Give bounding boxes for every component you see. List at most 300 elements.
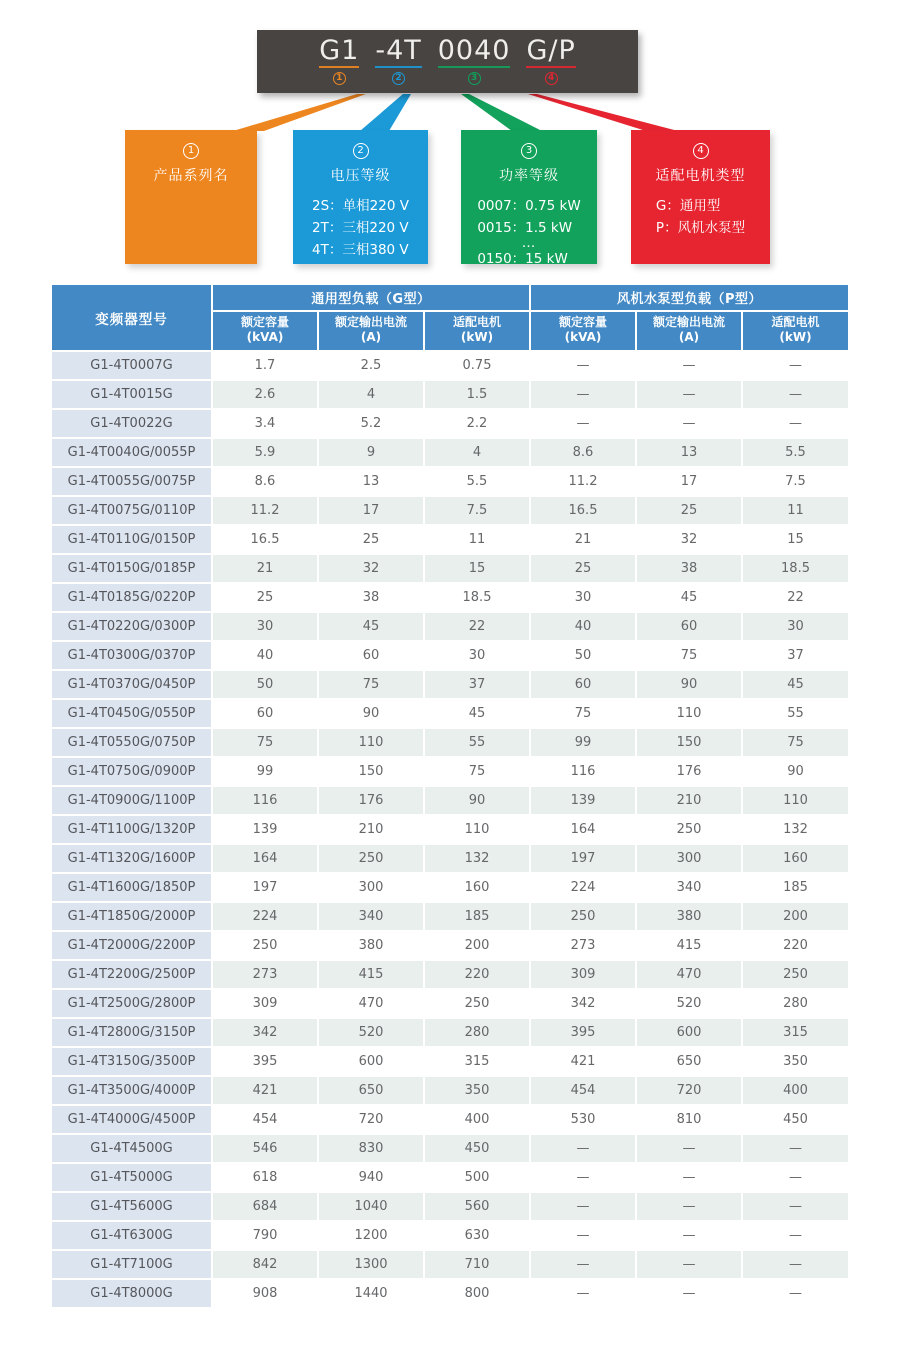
- value-cell: 1200: [318, 1221, 424, 1250]
- legend-line: …: [521, 235, 537, 251]
- model-cell: G1-4T3500G/4000P: [52, 1076, 212, 1105]
- table-row: [52, 728, 848, 757]
- value-cell: 250: [530, 902, 636, 931]
- value-cell: 40: [530, 612, 636, 641]
- value-cell: 720: [318, 1105, 424, 1134]
- legend-line: 2T：三相220 V: [312, 220, 409, 236]
- connector-power: [461, 94, 542, 131]
- value-cell: 200: [742, 902, 848, 931]
- value-cell: 197: [212, 873, 318, 902]
- model-cell: G1-4T0185G/0220P: [52, 583, 212, 612]
- value-cell: 340: [636, 873, 742, 902]
- value-cell: —: [742, 1134, 848, 1163]
- spec-table: [52, 285, 848, 1309]
- model-cell: G1-4T1320G/1600P: [52, 844, 212, 873]
- value-cell: 470: [318, 989, 424, 1018]
- model-code-text: 0040: [437, 35, 511, 66]
- model-cell: G1-4T5600G: [52, 1192, 212, 1221]
- legend-box: [293, 130, 428, 264]
- model-cell: G1-4T0900G/1100P: [52, 786, 212, 815]
- value-cell: 176: [636, 757, 742, 786]
- model-cell: G1-4T2800G/3150P: [52, 1018, 212, 1047]
- model-code-segment: [375, 35, 421, 85]
- value-cell: 309: [212, 989, 318, 1018]
- value-cell: 1.5: [424, 380, 530, 409]
- value-cell: 45: [424, 699, 530, 728]
- value-cell: 45: [318, 612, 424, 641]
- value-cell: 210: [636, 786, 742, 815]
- value-cell: 32: [636, 525, 742, 554]
- model-cell: G1-4T0450G/0550P: [52, 699, 212, 728]
- value-cell: 250: [318, 844, 424, 873]
- model-code-box: [257, 30, 638, 93]
- value-cell: 22: [742, 583, 848, 612]
- value-cell: 15: [742, 525, 848, 554]
- value-cell: 2.6: [212, 380, 318, 409]
- value-cell: 90: [742, 757, 848, 786]
- value-cell: 55: [742, 699, 848, 728]
- value-cell: 176: [318, 786, 424, 815]
- value-cell: 684: [212, 1192, 318, 1221]
- model-cell: G1-4T1100G/1320P: [52, 815, 212, 844]
- value-cell: 810: [636, 1105, 742, 1134]
- legend-line: 2S：单相220 V: [312, 198, 409, 214]
- value-cell: 37: [424, 670, 530, 699]
- model-cell: G1-4T2200G/2500P: [52, 960, 212, 989]
- value-cell: 150: [318, 757, 424, 786]
- value-cell: 618: [212, 1163, 318, 1192]
- circled-number-marker: 4: [545, 72, 558, 85]
- value-cell: 8.6: [212, 467, 318, 496]
- value-cell: 842: [212, 1250, 318, 1279]
- value-cell: —: [742, 351, 848, 380]
- value-cell: 110: [742, 786, 848, 815]
- value-cell: 164: [212, 844, 318, 873]
- value-cell: 110: [424, 815, 530, 844]
- model-cell: G1-4T1600G/1850P: [52, 873, 212, 902]
- value-cell: 17: [318, 496, 424, 525]
- legend-lines: [477, 195, 580, 270]
- value-cell: 160: [742, 844, 848, 873]
- spec-table-body: [52, 351, 848, 1308]
- value-cell: 160: [424, 873, 530, 902]
- value-cell: 650: [318, 1076, 424, 1105]
- value-cell: 450: [424, 1134, 530, 1163]
- model-cell: G1-4T0300G/0370P: [52, 641, 212, 670]
- value-cell: 50: [530, 641, 636, 670]
- value-cell: 220: [742, 931, 848, 960]
- connector-motor: [528, 94, 678, 131]
- value-cell: 210: [318, 815, 424, 844]
- value-cell: 650: [636, 1047, 742, 1076]
- circled-number-marker: 1: [183, 143, 199, 159]
- table-row: [52, 1221, 848, 1250]
- model-cell: G1-4T0055G/0075P: [52, 467, 212, 496]
- table-row: [52, 496, 848, 525]
- value-cell: 300: [318, 873, 424, 902]
- value-cell: 395: [530, 1018, 636, 1047]
- value-cell: 470: [636, 960, 742, 989]
- table-row: [52, 467, 848, 496]
- value-cell: 25: [212, 583, 318, 612]
- value-cell: 421: [530, 1047, 636, 1076]
- value-cell: 21: [212, 554, 318, 583]
- value-cell: 110: [318, 728, 424, 757]
- value-cell: 5.9: [212, 438, 318, 467]
- value-cell: 454: [212, 1105, 318, 1134]
- value-cell: 90: [636, 670, 742, 699]
- value-cell: 60: [212, 699, 318, 728]
- value-cell: 30: [530, 583, 636, 612]
- value-cell: —: [636, 380, 742, 409]
- value-cell: —: [636, 1279, 742, 1308]
- table-row: [52, 583, 848, 612]
- legend-line: 0007：0.75 kW: [477, 198, 581, 214]
- value-cell: —: [742, 1221, 848, 1250]
- circled-number-marker: 4: [693, 143, 709, 159]
- table-row: [52, 902, 848, 931]
- value-cell: 150: [636, 728, 742, 757]
- model-cell: G1-4T0110G/0150P: [52, 525, 212, 554]
- value-cell: 116: [530, 757, 636, 786]
- group-header-g-type: 通用型负载（G型）: [212, 285, 530, 311]
- value-cell: —: [530, 1221, 636, 1250]
- model-cell: G1-4T0150G/0185P: [52, 554, 212, 583]
- table-row: [52, 960, 848, 989]
- model-cell: G1-4T2000G/2200P: [52, 931, 212, 960]
- value-cell: 90: [424, 786, 530, 815]
- model-cell: G1-4T0750G/0900P: [52, 757, 212, 786]
- value-cell: 720: [636, 1076, 742, 1105]
- legend-line: P：风机水泵型: [655, 220, 746, 236]
- value-cell: 25: [318, 525, 424, 554]
- value-cell: —: [636, 351, 742, 380]
- value-cell: 16.5: [212, 525, 318, 554]
- model-code-text: -4T: [375, 35, 422, 66]
- value-cell: 200: [424, 931, 530, 960]
- value-cell: 908: [212, 1279, 318, 1308]
- value-cell: —: [636, 409, 742, 438]
- value-cell: 45: [742, 670, 848, 699]
- value-cell: 185: [424, 902, 530, 931]
- value-cell: 340: [318, 902, 424, 931]
- value-cell: —: [530, 351, 636, 380]
- value-cell: 415: [318, 960, 424, 989]
- table-row: [52, 1250, 848, 1279]
- value-cell: 38: [636, 554, 742, 583]
- col-header-motor-power-p: 适配电机 (kW): [742, 311, 848, 351]
- value-cell: 139: [530, 786, 636, 815]
- circled-number-marker: 3: [468, 72, 481, 85]
- group-header-p-type: 风机水泵型负载（P型）: [530, 285, 848, 311]
- value-cell: 350: [424, 1076, 530, 1105]
- value-cell: 5.5: [742, 438, 848, 467]
- model-code-segment: [438, 35, 511, 85]
- table-row: [52, 1076, 848, 1105]
- model-code-segment: [319, 35, 359, 85]
- value-cell: 116: [212, 786, 318, 815]
- value-cell: 17: [636, 467, 742, 496]
- circled-number-marker: 3: [521, 143, 537, 159]
- value-cell: 13: [318, 467, 424, 496]
- value-cell: —: [636, 1134, 742, 1163]
- value-cell: 30: [424, 641, 530, 670]
- value-cell: 38: [318, 583, 424, 612]
- model-cell: G1-4T1850G/2000P: [52, 902, 212, 931]
- value-cell: 9: [318, 438, 424, 467]
- table-row: [52, 670, 848, 699]
- value-cell: 520: [318, 1018, 424, 1047]
- value-cell: 16.5: [530, 496, 636, 525]
- value-cell: 75: [424, 757, 530, 786]
- model-cell: G1-4T0040G/0055P: [52, 438, 212, 467]
- value-cell: 60: [318, 641, 424, 670]
- value-cell: 99: [212, 757, 318, 786]
- value-cell: 25: [530, 554, 636, 583]
- model-cell: G1-4T5000G: [52, 1163, 212, 1192]
- model-cell: G1-4T6300G: [52, 1221, 212, 1250]
- value-cell: 25: [636, 496, 742, 525]
- value-cell: 45: [636, 583, 742, 612]
- legend-line: G：通用型: [655, 198, 721, 214]
- value-cell: —: [530, 1134, 636, 1163]
- value-cell: 21: [530, 525, 636, 554]
- value-cell: 1040: [318, 1192, 424, 1221]
- table-row: [52, 1018, 848, 1047]
- value-cell: 110: [636, 699, 742, 728]
- table-row: [52, 786, 848, 815]
- value-cell: 32: [318, 554, 424, 583]
- model-cell: G1-4T2500G/2800P: [52, 989, 212, 1018]
- value-cell: 280: [742, 989, 848, 1018]
- value-cell: 380: [318, 931, 424, 960]
- value-cell: 350: [742, 1047, 848, 1076]
- col-header-model: 变频器型号: [52, 285, 212, 351]
- value-cell: 40: [212, 641, 318, 670]
- value-cell: 11.2: [212, 496, 318, 525]
- table-row: [52, 612, 848, 641]
- value-cell: 4: [318, 380, 424, 409]
- value-cell: —: [530, 1279, 636, 1308]
- value-cell: 90: [318, 699, 424, 728]
- circled-number-marker: 2: [353, 143, 369, 159]
- table-row: [52, 1192, 848, 1221]
- col-header-rated-capacity-p: 额定容量 (kVA): [530, 311, 636, 351]
- value-cell: 224: [530, 873, 636, 902]
- model-cell: G1-4T7100G: [52, 1250, 212, 1279]
- legend-title: 产品系列名: [153, 168, 229, 184]
- value-cell: —: [530, 409, 636, 438]
- col-header-motor-power-g: 适配电机 (kW): [424, 311, 530, 351]
- value-cell: 75: [530, 699, 636, 728]
- spec-table-header: [52, 285, 848, 351]
- model-code-text: G/P: [526, 35, 576, 66]
- table-row: [52, 554, 848, 583]
- value-cell: 800: [424, 1279, 530, 1308]
- value-cell: 309: [530, 960, 636, 989]
- value-cell: 415: [636, 931, 742, 960]
- value-cell: 132: [742, 815, 848, 844]
- value-cell: —: [742, 1192, 848, 1221]
- value-cell: 1300: [318, 1250, 424, 1279]
- model-cell: G1-4T8000G: [52, 1279, 212, 1308]
- model-code-segment: [526, 35, 575, 85]
- value-cell: 273: [530, 931, 636, 960]
- value-cell: 60: [530, 670, 636, 699]
- value-cell: 75: [212, 728, 318, 757]
- value-cell: 75: [742, 728, 848, 757]
- value-cell: 250: [742, 960, 848, 989]
- value-cell: 2.2: [424, 409, 530, 438]
- value-cell: 830: [318, 1134, 424, 1163]
- legend-line: 4T：三相380 V: [312, 242, 409, 258]
- value-cell: 600: [636, 1018, 742, 1047]
- model-cell: G1-4T4000G/4500P: [52, 1105, 212, 1134]
- value-cell: 500: [424, 1163, 530, 1192]
- value-cell: 220: [424, 960, 530, 989]
- value-cell: 164: [530, 815, 636, 844]
- table-row: [52, 1134, 848, 1163]
- model-cell: G1-4T4500G: [52, 1134, 212, 1163]
- value-cell: —: [530, 1192, 636, 1221]
- value-cell: 11: [424, 525, 530, 554]
- value-cell: 18.5: [424, 583, 530, 612]
- value-cell: 454: [530, 1076, 636, 1105]
- code-underline: [375, 66, 421, 68]
- value-cell: —: [636, 1250, 742, 1279]
- legend-title: 功率等级: [499, 168, 559, 184]
- connector-series: [233, 94, 366, 131]
- value-cell: 560: [424, 1192, 530, 1221]
- value-cell: —: [636, 1163, 742, 1192]
- table-row: [52, 1047, 848, 1076]
- value-cell: 224: [212, 902, 318, 931]
- value-cell: 75: [636, 641, 742, 670]
- legend-line: 0150：15 kW: [477, 251, 568, 267]
- table-row: [52, 525, 848, 554]
- model-cell: G1-4T0022G: [52, 409, 212, 438]
- col-header-rated-current-g: 额定输出电流 (A): [318, 311, 424, 351]
- value-cell: 18.5: [742, 554, 848, 583]
- value-cell: 197: [530, 844, 636, 873]
- legend-lines: [312, 195, 409, 261]
- legend-box: [461, 130, 597, 267]
- value-cell: —: [636, 1192, 742, 1221]
- model-cell: G1-4T0220G/0300P: [52, 612, 212, 641]
- value-cell: 11: [742, 496, 848, 525]
- circled-number-marker: 1: [333, 72, 346, 85]
- value-cell: 99: [530, 728, 636, 757]
- value-cell: 250: [212, 931, 318, 960]
- value-cell: 0.75: [424, 351, 530, 380]
- legend-box: [631, 130, 770, 264]
- legend-line: 0015：1.5 kW: [477, 220, 573, 236]
- col-header-rated-current-p: 额定输出电流 (A): [636, 311, 742, 351]
- model-code-text: G1: [319, 35, 360, 66]
- value-cell: 710: [424, 1250, 530, 1279]
- value-cell: 5.2: [318, 409, 424, 438]
- value-cell: 940: [318, 1163, 424, 1192]
- value-cell: 7.5: [742, 467, 848, 496]
- value-cell: —: [530, 1163, 636, 1192]
- table-row: [52, 1163, 848, 1192]
- value-cell: 3.4: [212, 409, 318, 438]
- value-cell: 37: [742, 641, 848, 670]
- value-cell: 342: [212, 1018, 318, 1047]
- legend-title: 适配电机类型: [655, 168, 746, 184]
- value-cell: 60: [636, 612, 742, 641]
- model-cell: G1-4T3150G/3500P: [52, 1047, 212, 1076]
- value-cell: 15: [424, 554, 530, 583]
- value-cell: 22: [424, 612, 530, 641]
- value-cell: 4: [424, 438, 530, 467]
- value-cell: 75: [318, 670, 424, 699]
- table-row: [52, 873, 848, 902]
- legend-title: 电压等级: [330, 168, 391, 184]
- table-row: [52, 699, 848, 728]
- code-underline: [526, 66, 575, 68]
- table-row: [52, 351, 848, 380]
- value-cell: 546: [212, 1134, 318, 1163]
- circled-number-marker: 2: [392, 72, 405, 85]
- value-cell: 1.7: [212, 351, 318, 380]
- value-cell: 395: [212, 1047, 318, 1076]
- value-cell: 50: [212, 670, 318, 699]
- value-cell: 790: [212, 1221, 318, 1250]
- table-row: [52, 380, 848, 409]
- value-cell: 450: [742, 1105, 848, 1134]
- value-cell: 315: [742, 1018, 848, 1047]
- value-cell: 55: [424, 728, 530, 757]
- value-cell: 400: [424, 1105, 530, 1134]
- value-cell: 185: [742, 873, 848, 902]
- value-cell: 30: [742, 612, 848, 641]
- value-cell: 380: [636, 902, 742, 931]
- model-cell: G1-4T0075G/0110P: [52, 496, 212, 525]
- value-cell: —: [742, 1279, 848, 1308]
- value-cell: 139: [212, 815, 318, 844]
- table-row: [52, 989, 848, 1018]
- legend-lines: [656, 195, 745, 239]
- model-cell: G1-4T0007G: [52, 351, 212, 380]
- value-cell: 280: [424, 1018, 530, 1047]
- value-cell: —: [742, 380, 848, 409]
- value-cell: —: [636, 1221, 742, 1250]
- value-cell: —: [742, 409, 848, 438]
- table-row: [52, 1279, 848, 1308]
- value-cell: 315: [424, 1047, 530, 1076]
- value-cell: 11.2: [530, 467, 636, 496]
- table-row: [52, 1105, 848, 1134]
- value-cell: 1440: [318, 1279, 424, 1308]
- model-cell: G1-4T0370G/0450P: [52, 670, 212, 699]
- value-cell: —: [742, 1250, 848, 1279]
- model-naming-diagram: [0, 0, 900, 285]
- value-cell: 300: [636, 844, 742, 873]
- value-cell: 30: [212, 612, 318, 641]
- value-cell: 5.5: [424, 467, 530, 496]
- value-cell: 273: [212, 960, 318, 989]
- value-cell: 400: [742, 1076, 848, 1105]
- code-underline: [438, 66, 511, 68]
- value-cell: 421: [212, 1076, 318, 1105]
- value-cell: 132: [424, 844, 530, 873]
- model-cell: G1-4T0015G: [52, 380, 212, 409]
- table-row: [52, 757, 848, 786]
- table-row: [52, 438, 848, 467]
- value-cell: 250: [636, 815, 742, 844]
- model-cell: G1-4T0550G/0750P: [52, 728, 212, 757]
